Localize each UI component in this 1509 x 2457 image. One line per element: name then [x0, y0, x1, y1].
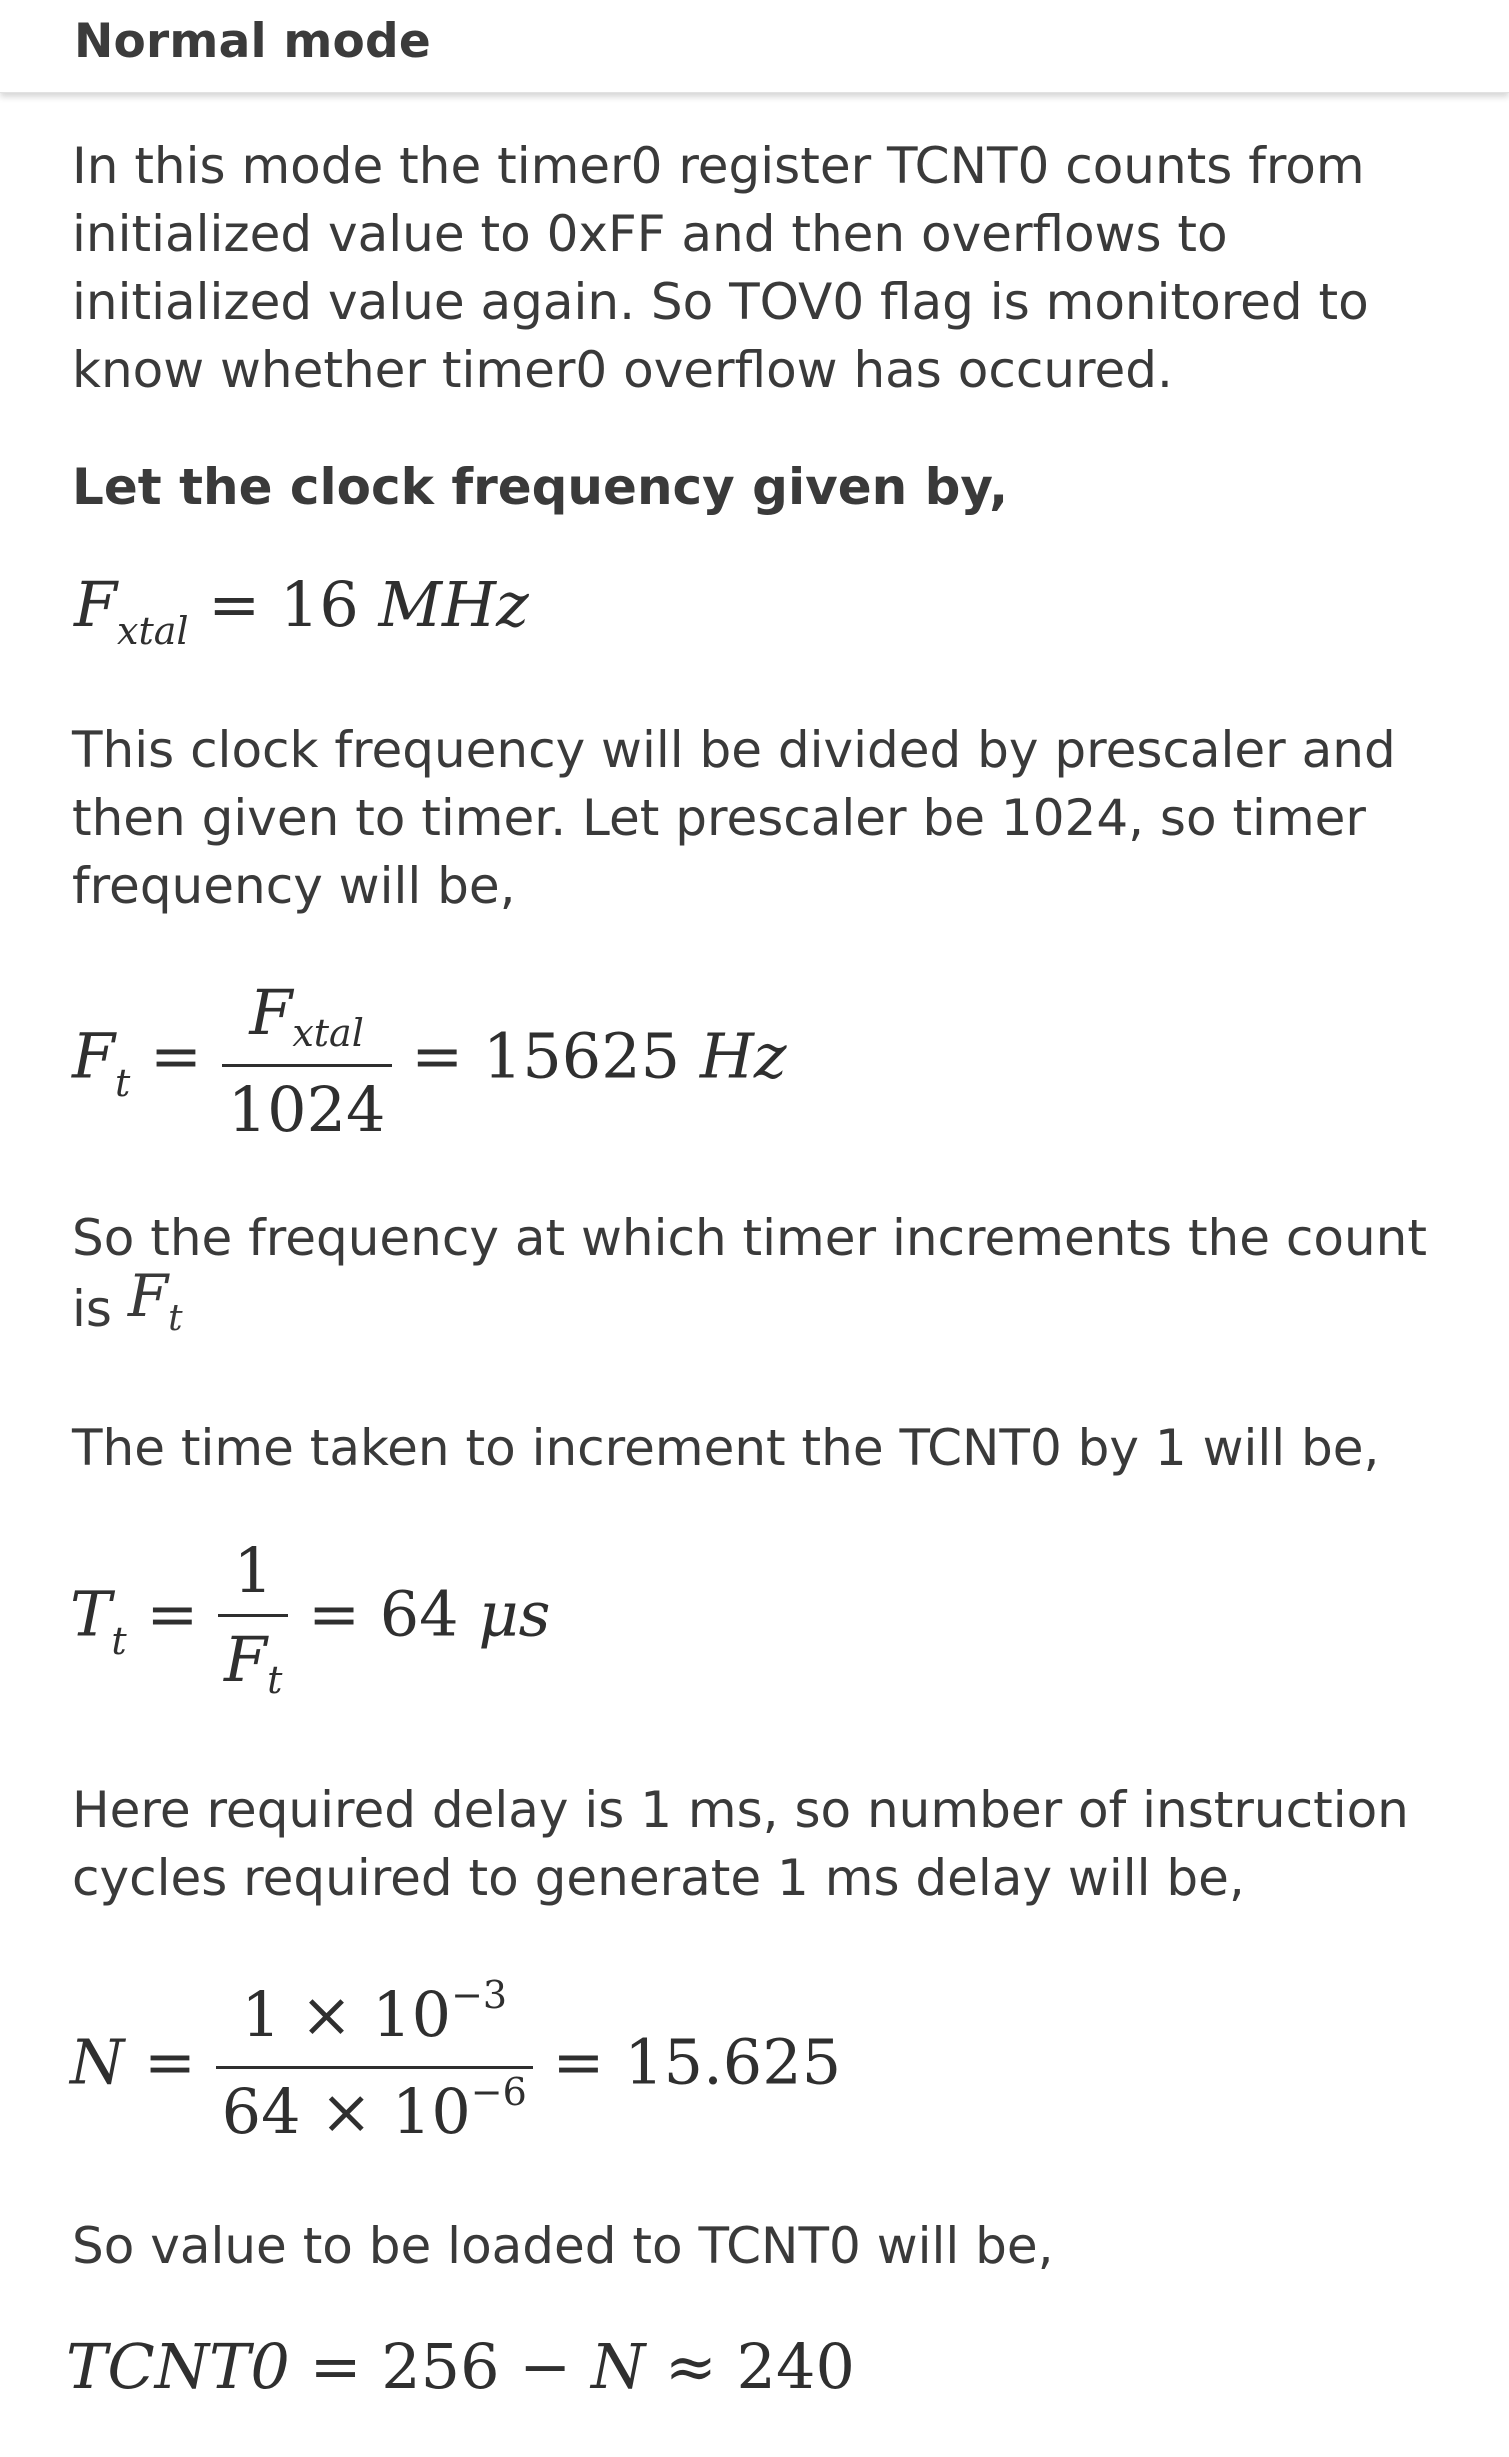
- prescaler-paragraph: This clock frequency will be divided by prescaler and then given to timer. Let prescaler be 1024, so timer frequency will be,: [72, 721, 1396, 915]
- page-header: [0, 0, 1509, 93]
- fxtal-equation: $F_{xtal} = 16$ MHz: [74, 568, 529, 653]
- tt-fraction: $\frac{1}{Ft}$: [218, 1528, 288, 1711]
- clock-label: Let the clock frequency given by,: [72, 458, 1009, 516]
- ft-inline-math: $F_t$: [127, 1262, 183, 1339]
- freq-increment-paragraph: So the frequency at which timer increments the count is $F_t$: [72, 1209, 1427, 1339]
- delay-paragraph: Here required delay is 1 ms, so number of instruction cycles required to generate 1 ms delay will be,: [72, 1781, 1409, 1907]
- ft-equation: $F_t$ = $\frac{\text{Fxtal}}{1024}$ = 15625 Hz: [72, 970, 787, 1153]
- n-equation: N = $\frac{1 \times 10^{-3}}{64 \times 10^{-6}}$ = 15.625: [70, 1972, 841, 2163]
- n-fraction: $\frac{1 \times 10^{-3}}{64 \times 10^{-6}}$: [216, 1972, 533, 2163]
- intro-paragraph: In this mode the timer0 register TCNT0 counts from initialized value to 0xFF and then overflows to initialized value again. So TOV0 flag is monitored to know whether timer0 overflow has occured.: [72, 137, 1369, 399]
- load-value-paragraph: So value to be loaded to TCNT0 will be,: [72, 2217, 1054, 2275]
- tt-equation: $T_t$ = $\frac{1}{Ft}$ = 64 μs: [70, 1528, 550, 1711]
- page-title: Normal mode: [74, 14, 431, 69]
- ft-fraction: $\frac{\text{Fxtal}}{1024}$: [222, 970, 392, 1153]
- time-taken-paragraph: The time taken to increment the TCNT0 by 1 will be,: [72, 1419, 1380, 1477]
- tcnt0-equation: TCNT0 = 256 − N ≈ 240: [66, 2330, 855, 2403]
